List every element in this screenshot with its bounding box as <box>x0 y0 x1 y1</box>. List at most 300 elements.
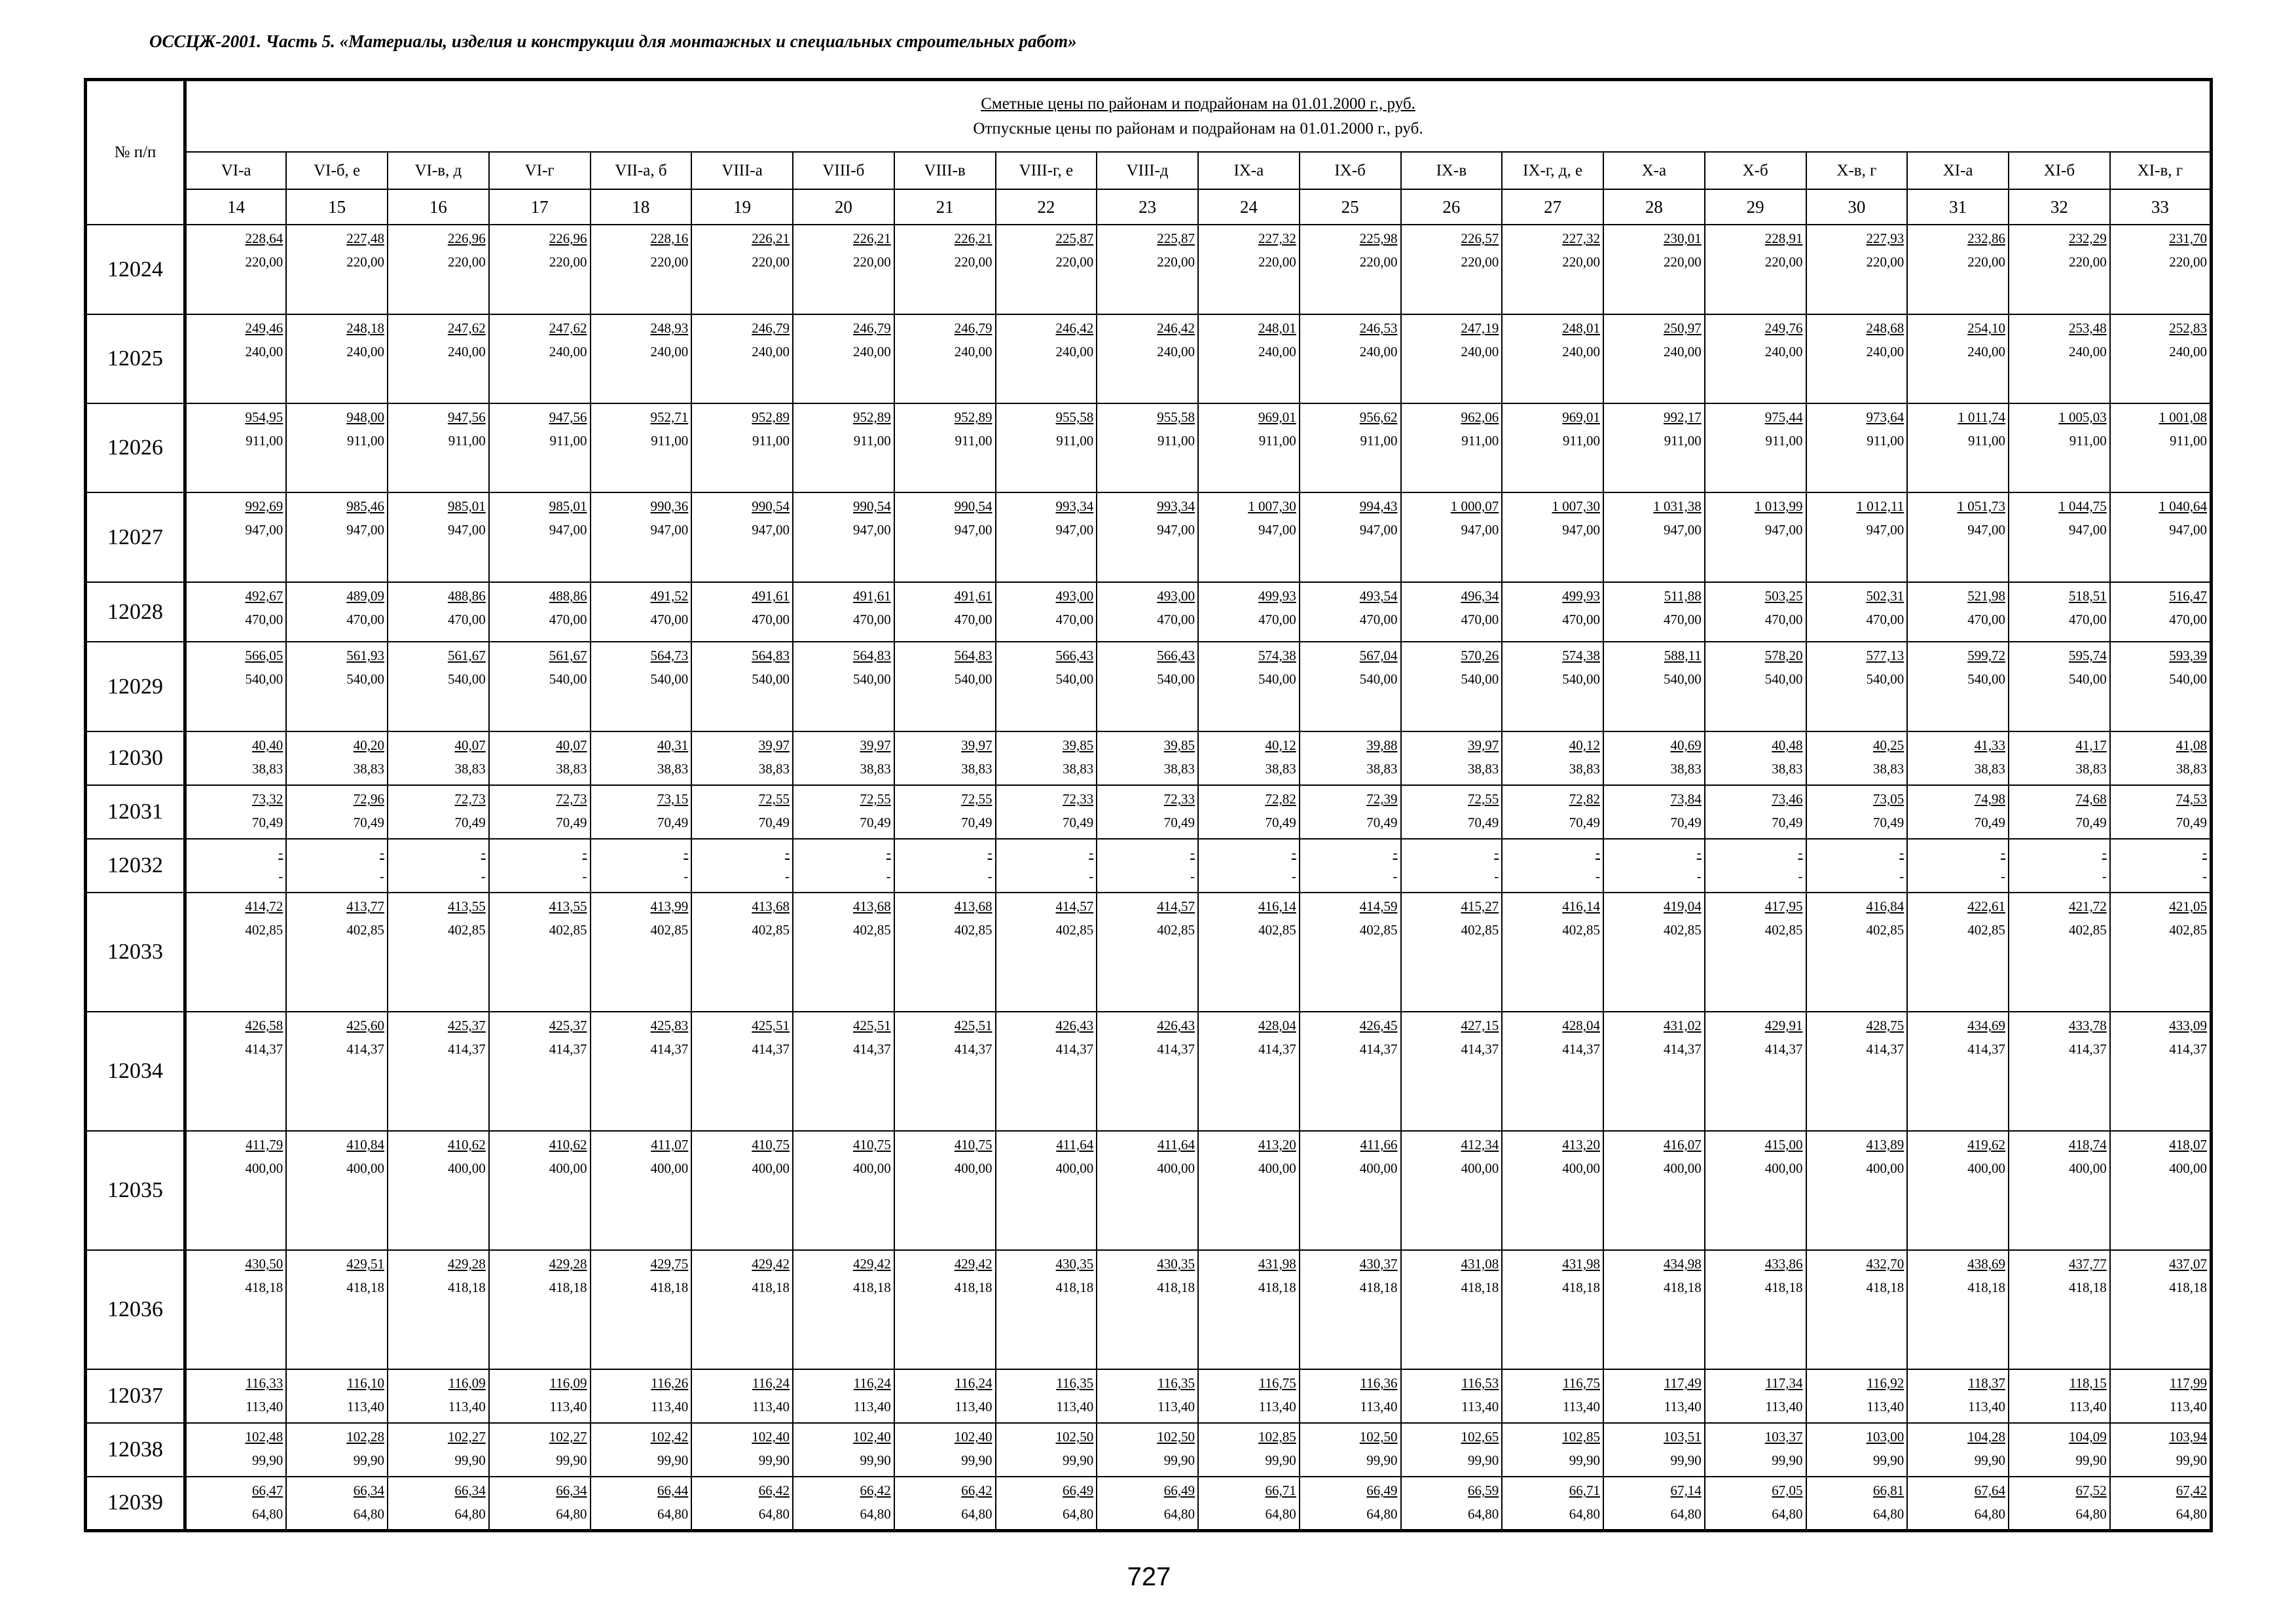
price-cell <box>185 785 287 839</box>
estimate-price: 1 007,30 <box>1248 498 1296 514</box>
estimate-price: 561,67 <box>549 648 587 663</box>
estimate-price: 116,35 <box>1056 1375 1094 1391</box>
estimate-price: 1 031,38 <box>1653 498 1702 514</box>
release-price: 240,00 <box>1157 344 1195 360</box>
price-cell <box>1502 642 1603 731</box>
estimate-price: 503,25 <box>1764 588 1803 604</box>
release-price: 540,00 <box>1157 671 1195 687</box>
release-price: 911,00 <box>1664 433 1702 449</box>
price-cell <box>286 1012 388 1131</box>
price-cell <box>489 731 591 785</box>
release-price: 947,00 <box>2169 522 2207 538</box>
release-price: 64,80 <box>556 1506 587 1522</box>
estimate-price: 227,93 <box>1866 231 1904 246</box>
price-cell <box>1806 1477 1908 1530</box>
price-cell <box>793 1423 894 1477</box>
release-price: 99,90 <box>758 1452 790 1468</box>
estimate-price: 564,83 <box>954 648 993 663</box>
price-cell <box>286 1423 388 1477</box>
price-cell <box>894 492 996 582</box>
price-cell <box>894 839 996 893</box>
price-cell <box>1097 731 1198 785</box>
estimate-price: 488,86 <box>549 588 587 604</box>
price-cell <box>793 893 894 1012</box>
release-price: 220,00 <box>2169 254 2207 270</box>
price-cell <box>388 785 489 839</box>
release-price: 414,37 <box>448 1041 486 1057</box>
price-cell <box>1705 893 1806 1012</box>
estimate-price: 429,42 <box>954 1256 993 1272</box>
price-cell <box>793 642 894 731</box>
release-price-title: Отпускные цены по районам и подрайонам на 01.01.2000 г., руб. <box>973 119 1423 138</box>
estimate-price: 413,20 <box>1258 1137 1296 1153</box>
estimate-price: 414,57 <box>1157 898 1195 914</box>
price-cell <box>894 1369 996 1423</box>
price-cell <box>1401 582 1503 642</box>
price-cell <box>1705 582 1806 642</box>
release-price: 99,90 <box>1265 1452 1296 1468</box>
price-cell <box>489 492 591 582</box>
table-row <box>86 1131 2212 1250</box>
region-header: VI-г <box>489 152 591 189</box>
release-price: 400,00 <box>1866 1160 1904 1176</box>
release-price: 418,18 <box>1866 1280 1904 1295</box>
estimate-price: 413,77 <box>346 898 384 914</box>
release-price: 113,40 <box>1968 1399 2005 1414</box>
estimate-price: 564,83 <box>853 648 891 663</box>
price-cell <box>2009 492 2110 582</box>
release-price: 220,00 <box>346 254 384 270</box>
price-cell <box>1603 1423 1705 1477</box>
estimate-price: 1 000,07 <box>1450 498 1499 514</box>
release-price: 947,00 <box>1866 522 1904 538</box>
price-cell <box>2110 785 2212 839</box>
release-price: 402,85 <box>2069 922 2107 938</box>
column-number: 15 <box>286 189 388 225</box>
release-price: 99,90 <box>2075 1452 2107 1468</box>
price-cell <box>1198 1477 1300 1530</box>
estimate-price: 102,50 <box>1359 1429 1398 1445</box>
estimate-price: 411,79 <box>246 1137 283 1153</box>
price-cell <box>1705 1131 1806 1250</box>
estimate-price: 425,51 <box>853 1018 891 1033</box>
estimate-price: 116,09 <box>549 1375 587 1391</box>
release-price: - <box>380 868 384 884</box>
document-header: ОССЦЖ-2001. Часть 5. «Материалы, изделия и конструкции для монтажных и специальных строительных работ» <box>149 31 1077 51</box>
release-price: 99,90 <box>1772 1452 1803 1468</box>
estimate-price: 518,51 <box>2069 588 2107 604</box>
region-header: VI-а <box>185 152 287 189</box>
release-price: 70,49 <box>2176 815 2207 830</box>
estimate-price: 561,93 <box>346 648 384 663</box>
price-cell <box>1806 1012 1908 1131</box>
release-price: 400,00 <box>650 1160 689 1176</box>
estimate-price: 419,04 <box>1664 898 1702 914</box>
price-cell <box>1603 1250 1705 1369</box>
estimate-price: 416,14 <box>1562 898 1600 914</box>
estimate-price: 491,61 <box>853 588 891 604</box>
release-price: 240,00 <box>1055 344 1094 360</box>
estimate-price: 117,99 <box>2170 1375 2207 1391</box>
release-price: 113,40 <box>347 1399 384 1414</box>
price-cell <box>1907 893 2009 1012</box>
estimate-price: 228,16 <box>650 231 689 246</box>
release-price: 38,83 <box>1974 761 2005 777</box>
price-cell <box>1401 1477 1503 1530</box>
price-cell <box>996 403 1097 492</box>
estimate-price: 413,89 <box>1866 1137 1904 1153</box>
estimate-price: 74,68 <box>2075 791 2107 807</box>
estimate-price: 955,58 <box>1157 409 1195 425</box>
price-cell <box>1603 582 1705 642</box>
estimate-price: 567,04 <box>1359 648 1398 663</box>
column-number: 30 <box>1806 189 1908 225</box>
estimate-price: 417,95 <box>1764 898 1803 914</box>
release-price: 947,00 <box>1967 522 2005 538</box>
estimate-price: 66,42 <box>758 1483 790 1498</box>
estimate-price: 411,64 <box>1056 1137 1094 1153</box>
release-price: 220,00 <box>448 254 486 270</box>
estimate-price: 413,99 <box>650 898 689 914</box>
estimate-price: 116,33 <box>246 1375 283 1391</box>
release-price: 911,00 <box>1563 433 1600 449</box>
price-cell <box>1401 403 1503 492</box>
estimate-price: 247,62 <box>448 320 486 336</box>
release-price: 947,00 <box>1157 522 1195 538</box>
estimate-price: 410,75 <box>853 1137 891 1153</box>
region-header: VIII-в <box>894 152 996 189</box>
estimate-price: 246,42 <box>1055 320 1094 336</box>
price-cell <box>1603 839 1705 893</box>
release-price: 99,90 <box>454 1452 486 1468</box>
price-cell <box>2110 893 2212 1012</box>
estimate-price: - <box>1393 845 1398 860</box>
release-price: 99,90 <box>1366 1452 1398 1468</box>
release-price: 400,00 <box>954 1160 993 1176</box>
region-header: VIII-б <box>793 152 894 189</box>
release-price: 911,00 <box>1360 433 1398 449</box>
estimate-price: 116,24 <box>752 1375 790 1391</box>
release-price: - <box>2102 868 2107 884</box>
release-price: 947,00 <box>1461 522 1499 538</box>
estimate-price: 419,62 <box>1967 1137 2005 1153</box>
estimate-price: 226,21 <box>752 231 790 246</box>
price-cell <box>1603 1131 1705 1250</box>
price-cell <box>1806 1423 1908 1477</box>
release-price: 414,37 <box>1055 1041 1094 1057</box>
release-price: 402,85 <box>1866 922 1904 938</box>
estimate-price: 410,62 <box>549 1137 587 1153</box>
estimate-price: 40,20 <box>353 737 384 753</box>
table-row <box>86 582 2212 642</box>
price-cell <box>2110 839 2212 893</box>
price-cell <box>1300 1012 1401 1131</box>
release-price: 540,00 <box>1967 671 2005 687</box>
release-price: 470,00 <box>1664 612 1702 627</box>
region-header: X-б <box>1705 152 1806 189</box>
estimate-price: 430,50 <box>245 1256 283 1272</box>
release-price: 240,00 <box>2069 344 2107 360</box>
price-cell <box>996 785 1097 839</box>
price-cell <box>1502 1423 1603 1477</box>
release-price: 38,83 <box>1366 761 1398 777</box>
release-price: 470,00 <box>1461 612 1499 627</box>
release-price: - <box>2001 868 2005 884</box>
release-price: 113,40 <box>955 1399 993 1414</box>
release-price: 402,85 <box>1258 922 1296 938</box>
price-cell <box>286 1131 388 1250</box>
estimate-price: 431,08 <box>1461 1256 1499 1272</box>
estimate-price: 426,43 <box>1157 1018 1195 1033</box>
release-price: 220,00 <box>853 254 891 270</box>
estimate-price: 416,07 <box>1664 1137 1702 1153</box>
release-price: 99,90 <box>860 1452 891 1468</box>
price-cell <box>691 1369 793 1423</box>
price-cell <box>489 314 591 403</box>
item-code: 12035 <box>86 1131 185 1250</box>
release-price: 402,85 <box>1157 922 1195 938</box>
release-price: 64,80 <box>1569 1506 1600 1522</box>
price-cell <box>1198 1423 1300 1477</box>
price-cell <box>1401 1423 1503 1477</box>
release-price: 400,00 <box>853 1160 891 1176</box>
release-price: 947,00 <box>954 522 993 538</box>
column-number: 29 <box>1705 189 1806 225</box>
release-price: 99,90 <box>1873 1452 1904 1468</box>
release-price: 947,00 <box>346 522 384 538</box>
price-cell <box>894 225 996 314</box>
estimate-price: 429,75 <box>650 1256 689 1272</box>
release-price: 220,00 <box>650 254 689 270</box>
price-cell <box>2009 1369 2110 1423</box>
release-price: 240,00 <box>1461 344 1499 360</box>
release-price: 38,83 <box>1670 761 1702 777</box>
column-number: 31 <box>1907 189 2009 225</box>
release-price: 947,00 <box>448 522 486 538</box>
release-price: 418,18 <box>650 1280 689 1295</box>
column-number: 18 <box>591 189 692 225</box>
estimate-price: 952,71 <box>650 409 689 425</box>
release-price: 220,00 <box>245 254 283 270</box>
estimate-price: - <box>683 845 689 860</box>
release-price: 70,49 <box>1265 815 1296 830</box>
price-cell <box>1097 225 1198 314</box>
release-price: 70,49 <box>1569 815 1600 830</box>
release-price: 418,18 <box>2069 1280 2107 1295</box>
estimate-price: 577,13 <box>1866 648 1904 663</box>
release-price: 38,83 <box>2075 761 2107 777</box>
estimate-price: 975,44 <box>1764 409 1803 425</box>
estimate-price: 72,33 <box>1163 791 1195 807</box>
release-price: 70,49 <box>1873 815 1904 830</box>
release-price: 38,83 <box>961 761 993 777</box>
item-code: 12033 <box>86 893 185 1012</box>
estimate-price: 429,28 <box>549 1256 587 1272</box>
price-cell <box>2110 492 2212 582</box>
estimate-price: 231,70 <box>2169 231 2207 246</box>
release-price: 911,00 <box>1867 433 1904 449</box>
release-price: 64,80 <box>252 1506 283 1522</box>
release-price: 240,00 <box>549 344 587 360</box>
estimate-price: 249,46 <box>245 320 283 336</box>
price-cell <box>1097 314 1198 403</box>
estimate-price: 413,68 <box>853 898 891 914</box>
price-cell <box>1097 785 1198 839</box>
price-cell <box>1907 785 2009 839</box>
estimate-price: - <box>1798 845 1803 860</box>
release-price: 70,49 <box>1063 815 1094 830</box>
column-number: 16 <box>388 189 489 225</box>
estimate-price: 249,76 <box>1764 320 1803 336</box>
estimate-price: 990,36 <box>650 498 689 514</box>
price-cell <box>1806 785 1908 839</box>
estimate-price: 432,70 <box>1866 1256 1904 1272</box>
price-cell <box>185 492 287 582</box>
price-cell <box>185 893 287 1012</box>
price-cell <box>1603 785 1705 839</box>
price-cell <box>1401 839 1503 893</box>
estimate-price: 1 013,99 <box>1755 498 1803 514</box>
release-price: 400,00 <box>752 1160 790 1176</box>
estimate-price: 1 051,73 <box>1957 498 2005 514</box>
estimate-price: 66,49 <box>1063 1483 1094 1498</box>
release-price: 540,00 <box>954 671 993 687</box>
release-price: 470,00 <box>549 612 587 627</box>
price-cell <box>1907 403 2009 492</box>
estimate-price: 67,64 <box>1974 1483 2005 1498</box>
release-price: 402,85 <box>2169 922 2207 938</box>
price-cell <box>793 1131 894 1250</box>
price-cell <box>1401 731 1503 785</box>
price-cell <box>1300 1477 1401 1530</box>
price-cell <box>1401 1012 1503 1131</box>
estimate-price: 992,17 <box>1664 409 1702 425</box>
price-cell <box>1097 1131 1198 1250</box>
estimate-price: 422,61 <box>1967 898 2005 914</box>
column-number-row <box>86 189 2212 225</box>
table-row <box>86 492 2212 582</box>
estimate-price: 438,69 <box>1967 1256 2005 1272</box>
price-cell <box>1705 839 1806 893</box>
release-price: 70,49 <box>1974 815 2005 830</box>
item-code: 12038 <box>86 1423 185 1477</box>
price-cell <box>286 1477 388 1530</box>
release-price: 64,80 <box>2176 1506 2207 1522</box>
price-cell <box>1300 1423 1401 1477</box>
release-price: - <box>1595 868 1600 884</box>
release-price: 470,00 <box>1359 612 1398 627</box>
price-cell <box>2009 893 2110 1012</box>
column-number: 24 <box>1198 189 1300 225</box>
release-price: 113,40 <box>1765 1399 1803 1414</box>
estimate-price: 102,27 <box>549 1429 587 1445</box>
estimate-price: 116,75 <box>1258 1375 1296 1391</box>
estimate-price: 72,33 <box>1063 791 1094 807</box>
price-cell <box>2009 314 2110 403</box>
price-cell <box>1502 1131 1603 1250</box>
price-cell <box>1502 1250 1603 1369</box>
estimate-price: 489,09 <box>346 588 384 604</box>
release-price: 99,90 <box>2176 1452 2207 1468</box>
estimate-price: 962,06 <box>1461 409 1499 425</box>
price-cell <box>691 492 793 582</box>
estimate-price: 116,10 <box>347 1375 384 1391</box>
price-cell <box>388 403 489 492</box>
release-price: 99,90 <box>1670 1452 1702 1468</box>
price-cell <box>185 225 287 314</box>
estimate-price: 413,20 <box>1562 1137 1600 1153</box>
estimate-price: 1 007,30 <box>1552 498 1600 514</box>
release-price: 540,00 <box>650 671 689 687</box>
estimate-price: 426,45 <box>1359 1018 1398 1033</box>
price-cell <box>1705 492 1806 582</box>
release-price: 911,00 <box>651 433 689 449</box>
price-cell <box>1097 582 1198 642</box>
estimate-price: 990,54 <box>853 498 891 514</box>
release-price: 470,00 <box>1764 612 1803 627</box>
table-title <box>185 80 2212 153</box>
price-cell <box>591 1369 692 1423</box>
estimate-price: 599,72 <box>1967 648 2005 663</box>
release-price: - <box>886 868 891 884</box>
release-price: 400,00 <box>1359 1160 1398 1176</box>
release-price: 418,18 <box>1359 1280 1398 1295</box>
price-cell <box>996 1477 1097 1530</box>
title-row <box>86 80 2212 153</box>
estimate-price: 102,28 <box>346 1429 384 1445</box>
release-price: 540,00 <box>1258 671 1296 687</box>
estimate-price: 993,34 <box>1055 498 1094 514</box>
estimate-price: 226,96 <box>549 231 587 246</box>
item-code: 12034 <box>86 1012 185 1131</box>
estimate-price: 67,14 <box>1670 1483 1702 1498</box>
price-cell <box>691 403 793 492</box>
release-price: 99,90 <box>353 1452 384 1468</box>
estimate-price: 72,55 <box>758 791 790 807</box>
price-cell <box>691 785 793 839</box>
release-price: 414,37 <box>1359 1041 1398 1057</box>
estimate-price: 428,04 <box>1562 1018 1600 1033</box>
estimate-price: 246,42 <box>1157 320 1195 336</box>
price-cell <box>2110 1423 2212 1477</box>
column-number: 25 <box>1300 189 1401 225</box>
price-cell <box>185 1369 287 1423</box>
estimate-price: 425,37 <box>549 1018 587 1033</box>
price-cell <box>1603 1369 1705 1423</box>
release-price: 414,37 <box>1461 1041 1499 1057</box>
release-price: 220,00 <box>954 254 993 270</box>
estimate-price: 39,97 <box>860 737 891 753</box>
release-price: 220,00 <box>1967 254 2005 270</box>
price-cell <box>489 225 591 314</box>
price-cell <box>691 839 793 893</box>
estimate-price: 250,97 <box>1664 320 1702 336</box>
release-price: 414,37 <box>1664 1041 1702 1057</box>
estimate-price: 254,10 <box>1967 320 2005 336</box>
price-cell <box>489 1477 591 1530</box>
region-header: IX-в <box>1401 152 1503 189</box>
release-price: 64,80 <box>860 1506 891 1522</box>
release-price: 240,00 <box>1359 344 1398 360</box>
release-price: 99,90 <box>1468 1452 1499 1468</box>
price-cell <box>996 582 1097 642</box>
estimate-price: 66,71 <box>1569 1483 1600 1498</box>
estimate-price: 73,15 <box>657 791 689 807</box>
estimate-price: 425,51 <box>752 1018 790 1033</box>
release-price: 418,18 <box>752 1280 790 1295</box>
release-price: 113,40 <box>651 1399 689 1414</box>
estimate-price: 952,89 <box>954 409 993 425</box>
